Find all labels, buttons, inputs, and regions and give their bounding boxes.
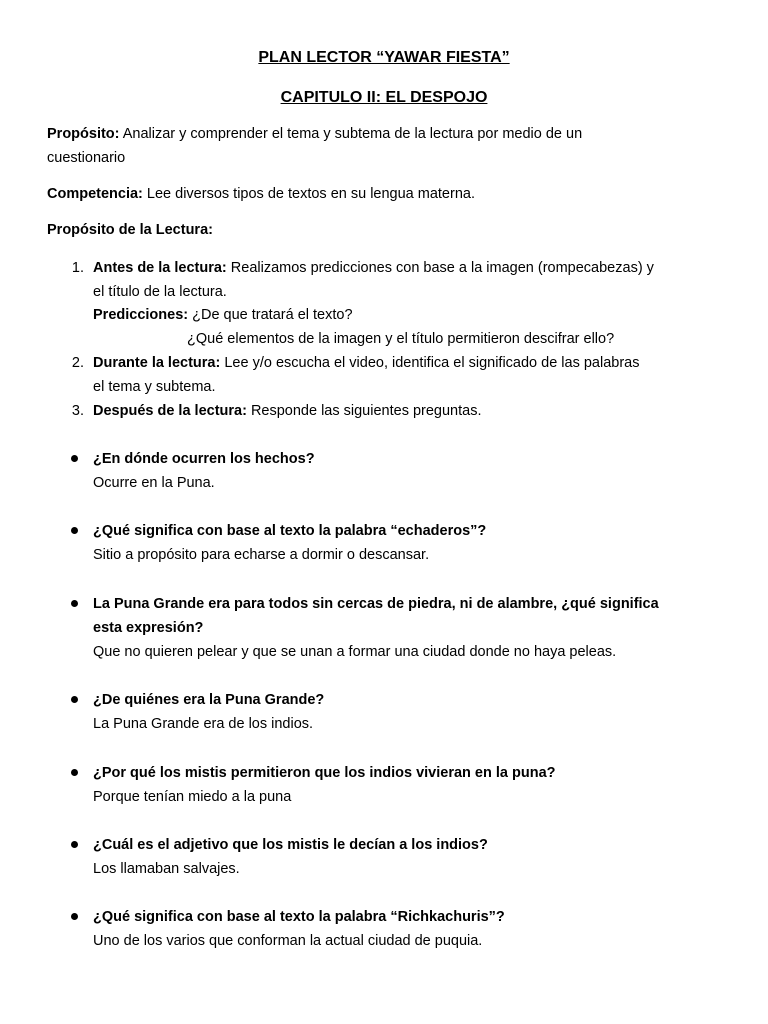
step-text: Responde las siguientes preguntas. [246,403,482,419]
document-title: PLAN LECTOR “YAWAR FIESTA” [258,49,510,66]
step-label: Antes de la lectura: [93,260,227,276]
predicciones-line [93,303,353,327]
proposito-label: Propósito: [47,126,120,142]
step-antes [93,256,654,280]
question-text: ¿Cuál es el adjetivo que los mistis le decían a los indios? [93,837,488,853]
proposito-text: Analizar y comprender el tema y subtema de la lectura por medio de un [119,126,583,142]
answer: La Puna Grande era de los indios. [93,716,314,732]
bullet-icon [71,455,78,462]
question [93,519,486,543]
bullet-icon [71,841,78,848]
bullet-icon [71,913,78,920]
step-durante [93,351,639,375]
step-despues [93,399,482,423]
answer: Los llamaban salvajes. [93,861,240,877]
bullet-icon [71,527,78,534]
question-text: ¿Qué significa con base al texto la palabra “echaderos”? [93,523,487,539]
step-number: 2. [71,355,84,371]
question-text: La Puna Grande era para todos sin cercas de piedra, ni de alambre, ¿qué significa [93,596,659,612]
question [93,905,505,929]
question-text: ¿De quiénes era la Puna Grande? [93,692,325,708]
predicciones-label: Predicciones: [93,307,189,323]
bullet-icon [71,696,78,703]
step-number: 3. [71,403,84,419]
prediction-question-2: ¿Qué elementos de la imagen y el título permitieron descifrar ello? [187,331,615,347]
step-number: 1. [71,260,84,276]
question [93,688,324,712]
step-text: Realizamos predicciones con base a la imagen (rompecabezas) y [226,260,654,276]
step-label: Durante la lectura: [93,355,221,371]
answer: Uno de los varios que conforman la actual ciudad de puquia. [93,933,483,949]
question [93,761,556,785]
step-text-cont: el título de la lectura. [93,284,227,300]
proposito-text-cont: cuestionario [47,150,126,166]
step-text-cont: el tema y subtema. [93,379,216,395]
chapter-title: CAPITULO II: EL DESPOJO [280,89,488,106]
answer: Porque tenían miedo a la puna [93,789,292,805]
step-text: Lee y/o escucha el video, identifica el significado de las palabras [220,355,640,371]
bullet-icon [71,600,78,607]
question [93,592,659,616]
competencia-text: Lee diversos tipos de textos en su lengua materna. [142,186,475,202]
question-text-cont: esta expresión? [93,620,204,636]
bullet-icon [71,769,78,776]
question [93,447,315,471]
question-text: ¿Qué significa con base al texto la palabra “Richkachuris”? [93,909,505,925]
competencia-label: Competencia: [47,186,143,202]
question-cont [93,616,203,640]
proposito-line [47,122,582,146]
proposito-lectura-label: Propósito de la Lectura: [47,222,213,238]
prediction-question: ¿De que tratará el texto? [188,307,353,323]
step-label: Después de la lectura: [93,403,247,419]
question-text: ¿En dónde ocurren los hechos? [93,451,315,467]
question-text: ¿Por qué los mistis permitieron que los indios vivieran en la puna? [93,765,556,781]
answer: Ocurre en la Puna. [93,475,215,491]
competencia-line [47,182,475,206]
proposito-lectura-heading [47,218,213,242]
answer: Que no quieren pelear y que se unan a formar una ciudad donde no haya peleas. [93,644,617,660]
question [93,833,488,857]
answer: Sitio a propósito para echarse a dormir o descansar. [93,547,430,563]
